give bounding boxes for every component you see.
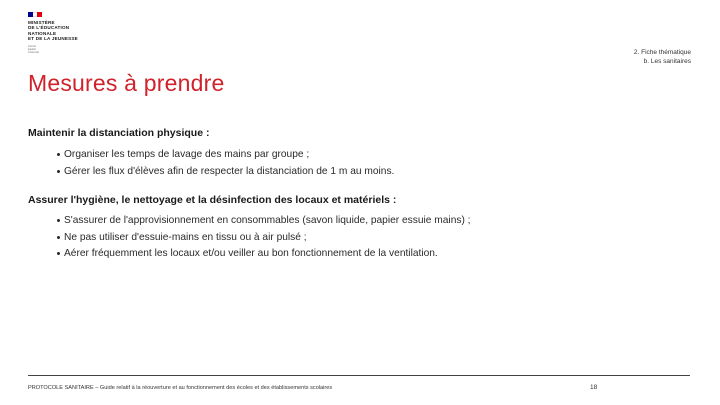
bullet-list — [28, 213, 688, 263]
page-title: Mesures à prendre — [28, 70, 225, 96]
ministry-logo — [28, 12, 98, 55]
list-item: Aérer fréquemment les locaux et/ou veiller au bon fonctionnement de la ventilation. — [28, 246, 688, 263]
section-distancing — [28, 127, 688, 180]
bullet-list — [28, 147, 688, 180]
list-item: Gérer les flux d'élèves afin de respecter la distanciation de 1 m au moins. — [28, 164, 688, 181]
list-item: Organiser les temps de lavage des mains par groupe ; — [28, 147, 688, 164]
section-heading: Maintenir la distanciation physique : — [28, 127, 210, 139]
ministry-name: MINISTÈRE DE L'ÉDUCATION NATIONALE ET DE LA JEUNESSE — [28, 20, 78, 42]
page-number: 18 — [590, 384, 598, 391]
breadcrumb-section: 2. Fiche thématique — [633, 49, 691, 56]
republic-motto: Liberté Égalité Fraternité — [28, 44, 40, 55]
list-item: S'assurer de l'approvisionnement en consommables (savon liquide, papier essuie mains) ; — [28, 213, 688, 230]
footer-divider — [28, 375, 690, 376]
breadcrumb-subsection: b. Les sanitaires — [643, 58, 691, 65]
section-hygiene — [28, 194, 688, 263]
french-flag-icon — [28, 12, 42, 17]
list-item: Ne pas utiliser d'essuie-mains en tissu ou à air pulsé ; — [28, 230, 688, 247]
section-heading: Assurer l'hygiène, le nettoyage et la désinfection des locaux et matériels : — [28, 194, 397, 206]
footer-text: PROTOCOLE SANITAIRE – Guide relatif à la réouverture et au fonctionnement des écoles et des établissements scolaires — [28, 385, 333, 391]
breadcrumb — [634, 48, 691, 66]
